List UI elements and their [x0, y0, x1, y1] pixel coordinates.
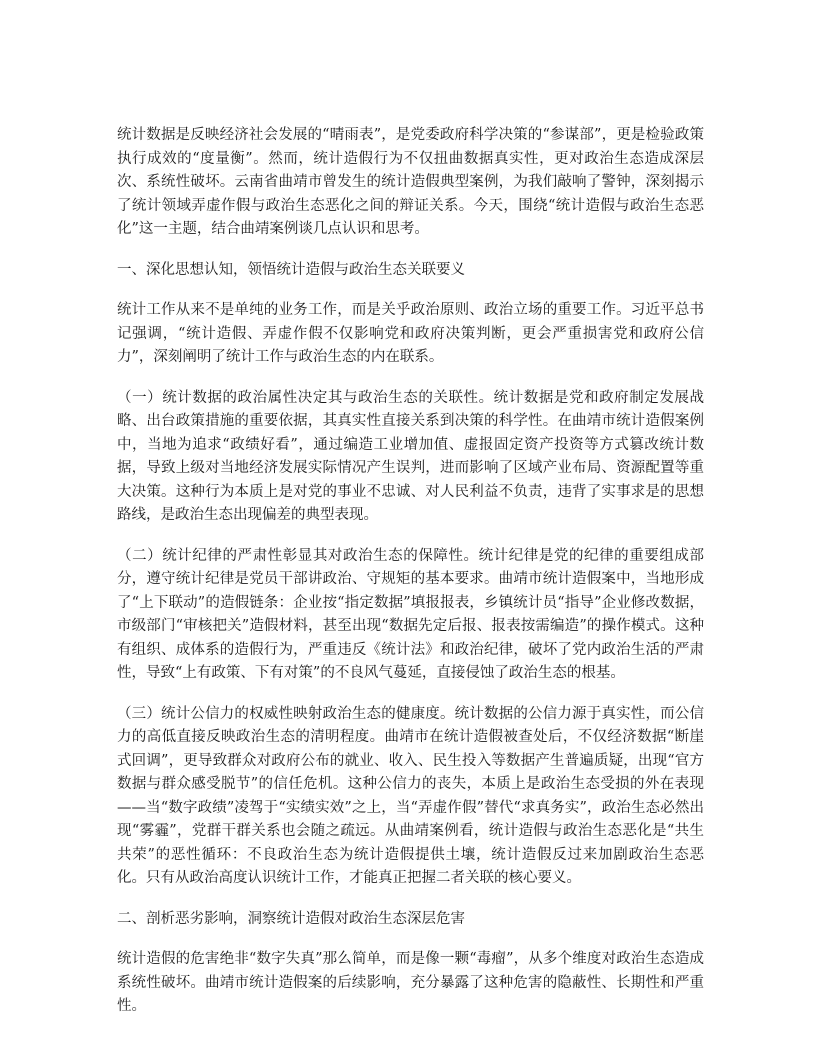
section-2-intro-paragraph: 统计造假的危害绝非“数字失真”那么简单，而是像一颗“毒瘤”，从多个维度对政治生态造成系统性破坏。曲靖市统计造假案的后续影响，充分暴露了这种危害的隐蔽性、长期性和严重性。: [117, 951, 704, 1014]
section-1-intro-paragraph: 统计工作从来不是单纯的业务工作，而是关乎政治原则、政治立场的重要工作。习近平总书记强调，“统计造假、弄虚作假不仅影响党和政府决策判断，更会严重损害党和政府公信力”，深刻阐明了统计工作与政治生态的内在联系。: [117, 302, 704, 365]
section-heading-1: 一、深化思想认知，领悟统计造假与政治生态关联要义: [117, 261, 465, 278]
document-body: [117, 124, 704, 1036]
intro-paragraph: 统计数据是反映经济社会发展的“晴雨表”，是党委政府科学决策的“参谋部”，更是检验政策执行成效的“度量衡”。然而，统计造假行为不仅扭曲数据真实性，更对政治生态造成深层次、系统性破坏。云南省曲靖市曾发生的统计造假典型案例，为我们敲响了警钟，深刻揭示了统计领域弄虚作假与政治生态恶化之间的辩证关系。今天，围绕“统计造假与政治生态恶化”这一主题，结合曲靖案例谈几点认识和思考。: [117, 127, 704, 237]
subsection-3-paragraph: （三）统计公信力的权威性映射政治生态的健康度。统计数据的公信力源于真实性，而公信力的高低直接反映政治生态的清明程度。曲靖市在统计造假被查处后，不仅经济数据“断崖式回调”，更导致群众对政府公布的就业、收入、民生投入等数据产生普遍质疑，出现“官方数据与群众感受脱节”的信任危机。这种公信力的丧失，本质上是政治生态受损的外在表现——当“数字政绩”凌驾于“实绩实效”之上，当“弄虚作假”替代“求真务实”，政治生态必然出现“雾霾”，党群干群关系也会随之疏远。从曲靖案例看，统计造假与政治生态恶化是“共生共荣”的恶性循环：不良政治生态为统计造假提供土壤，统计造假反过来加剧政治生态恶化。只有从政治高度认识统计工作，才能真正把握二者关联的核心要义。: [117, 705, 704, 886]
section-heading-2: 二、剖析恶劣影响，洞察统计造假对政治生态深层危害: [117, 910, 465, 927]
subsection-1-paragraph: （一）统计数据的政治属性决定其与政治生态的关联性。统计数据是党和政府制定发展战略、出台政策措施的重要依据，其真实性直接关系到决策的科学性。在曲靖市统计造假案例中，当地为追求“政绩好看”，通过编造工业增加值、虚报固定资产投资等方式篡改统计数据，导致上级对当地经济发展实际情况产生误判，进而影响了区域产业布局、资源配置等重大决策。这种行为本质上是对党的事业不忠诚、对人民利益不负责，违背了实事求是的思想路线，是政治生态出现偏差的典型表现。: [117, 389, 704, 523]
subsection-2-paragraph: （二）统计纪律的严肃性彰显其对政治生态的保障性。统计纪律是党的纪律的重要组成部分，遵守统计纪律是党员干部讲政治、守规矩的基本要求。曲靖市统计造假案中，当地形成了“上下联动”的造假链条：企业按“指定数据”填报报表，乡镇统计员“指导”企业修改数据，市级部门“审核把关”造假材料，甚至出现“数据先定后报、报表按需编造”的操作模式。这种有组织、成体系的造假行为，严重违反《统计法》和政治纪律，破坏了党内政治生活的严肃性，导致“上有政策、下有对策”的不良风气蔓延，直接侵蚀了政治生态的根基。: [117, 547, 704, 681]
